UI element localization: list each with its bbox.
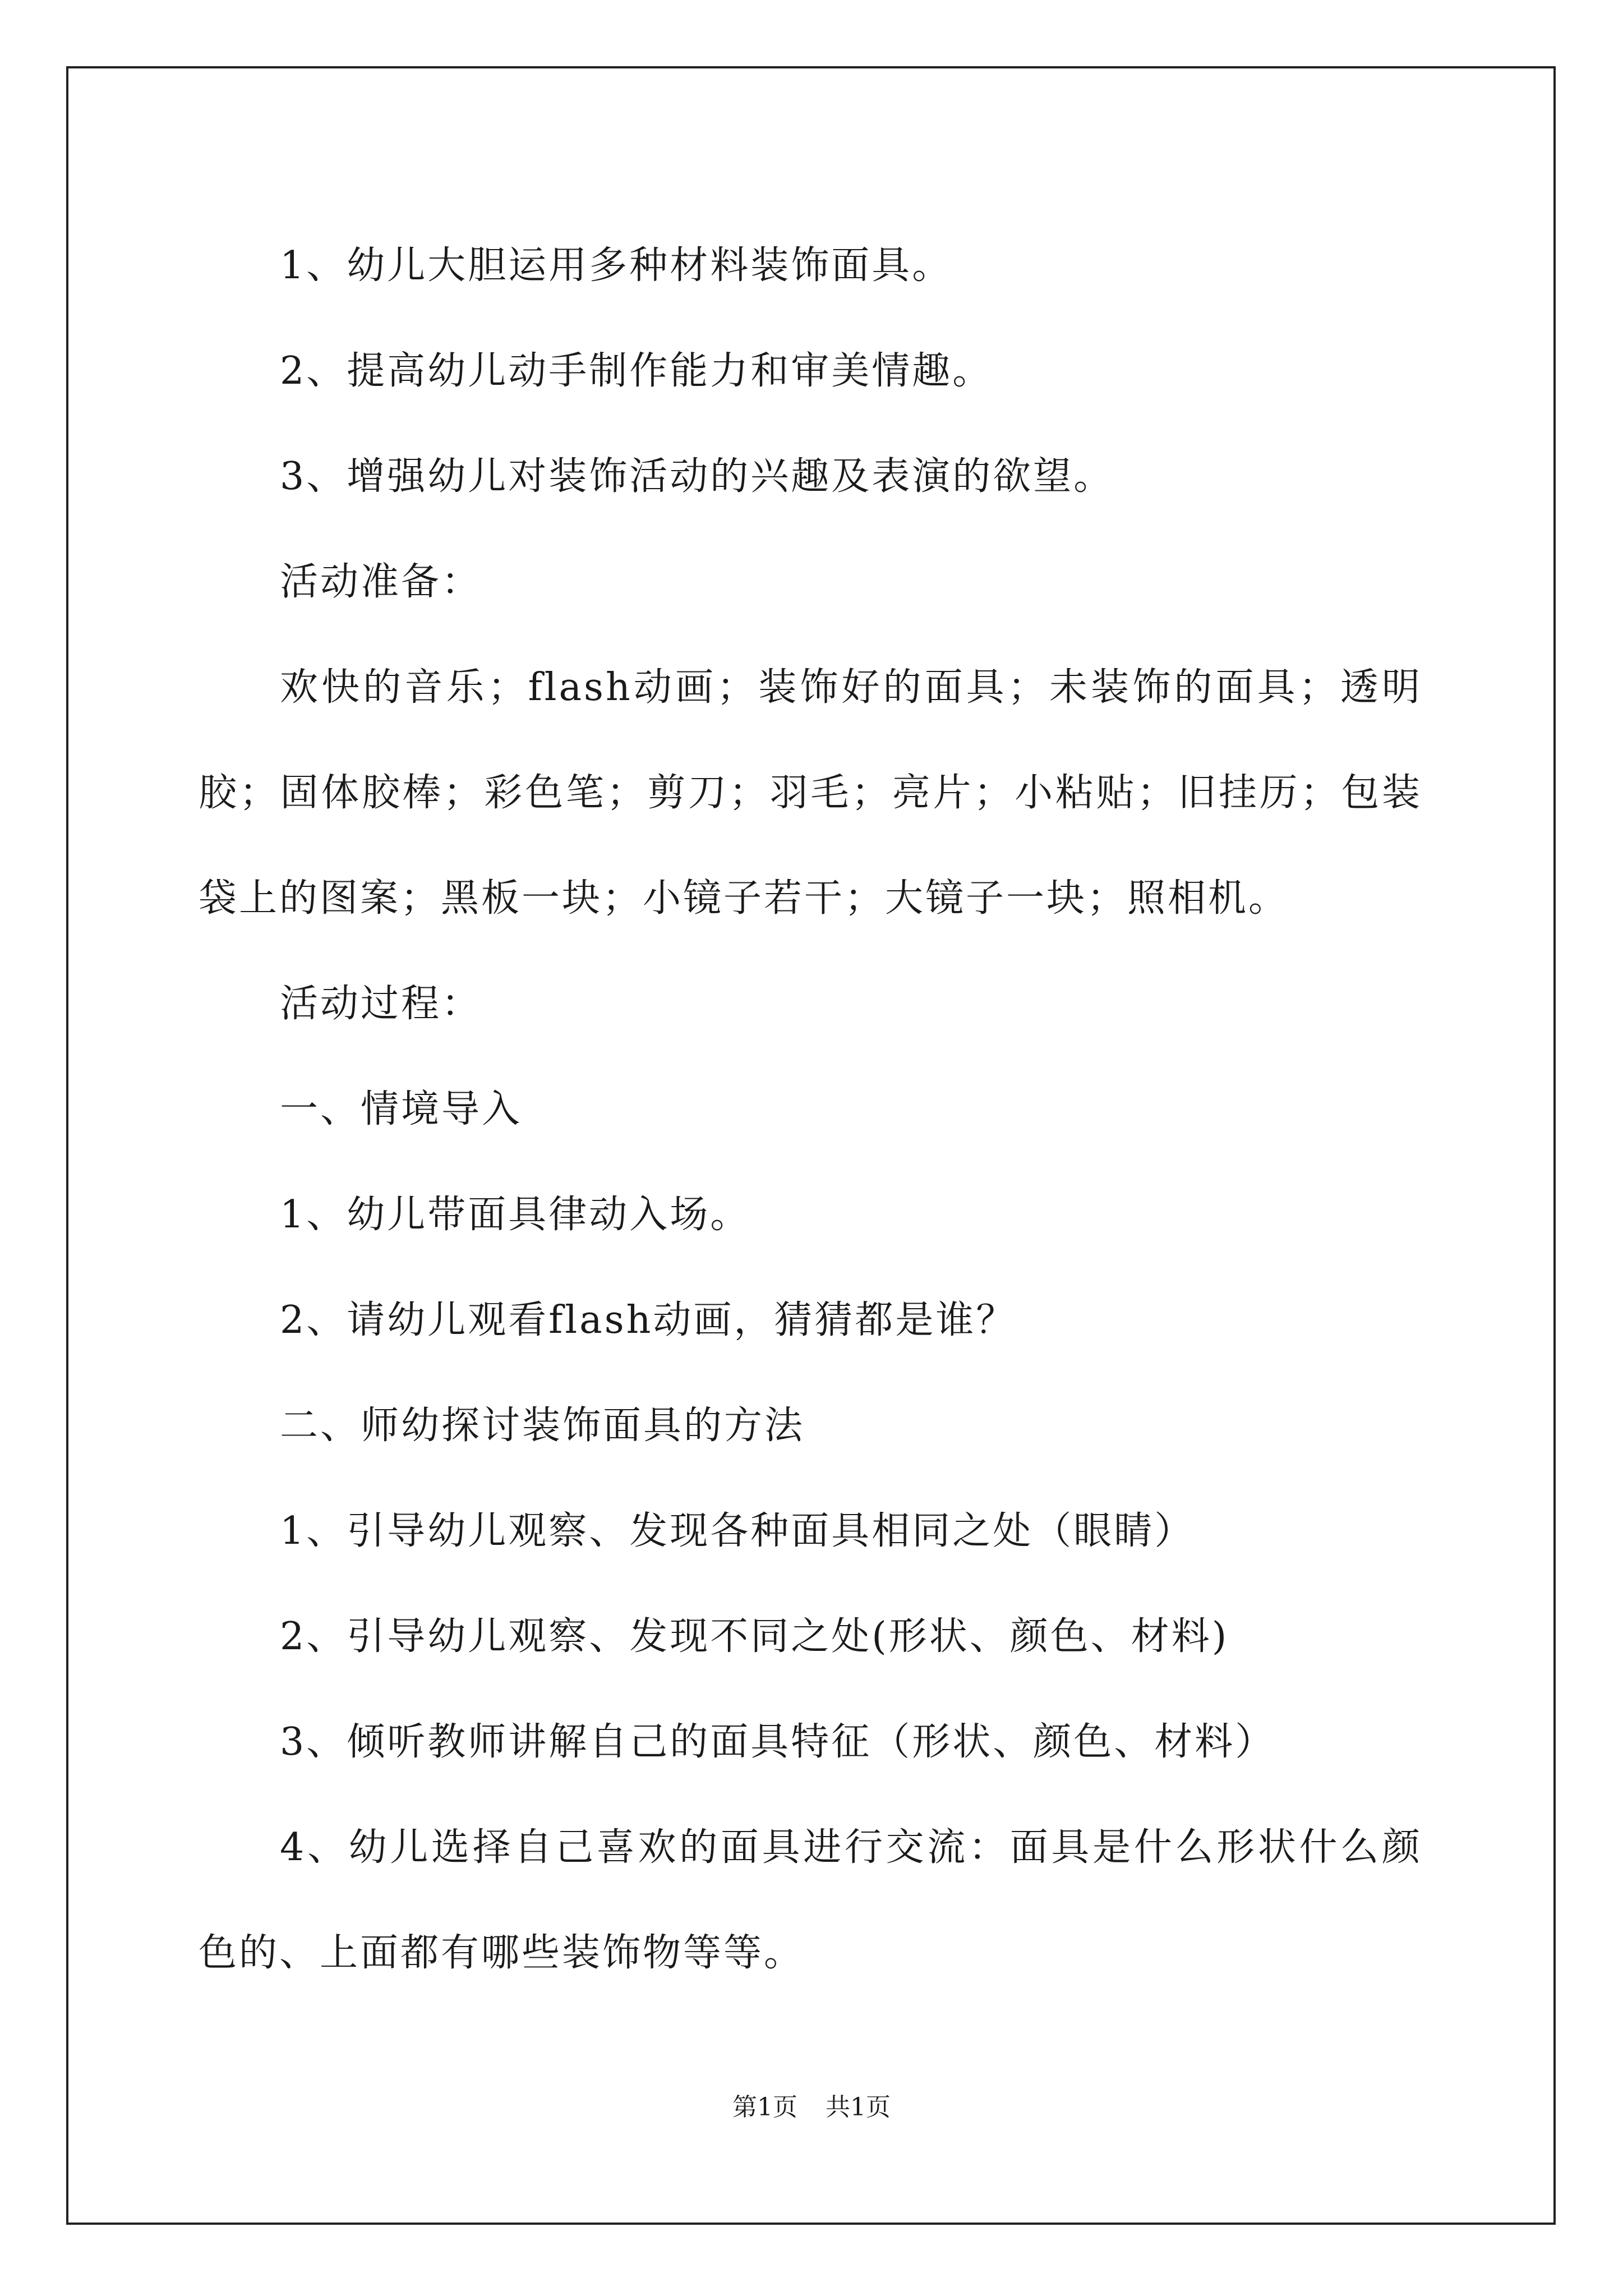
heading-preparation: 活动准备：: [280, 560, 482, 604]
paragraph-step-2-3: 3、倾听教师讲解自己的面具特征（形状、颜色、材料）: [280, 1720, 1276, 1764]
heading-process: 活动过程：: [280, 982, 482, 1026]
paragraph-step-2-1: 1、引导幼儿观察、发现各种面具相同之处（眼睛）: [280, 1509, 1195, 1553]
paragraph-step-1-2: 2、请幼儿观看flash动画，猜猜都是谁？: [280, 1298, 1017, 1342]
paragraph-step-2-4: 4、幼儿选择自己喜欢的面具进行交流：面具是什么形状什么颜色的、上面都有哪些装饰物等等。: [199, 1825, 1422, 1975]
heading-section-1: 一、情境导入: [280, 1087, 523, 1131]
page-footer: [0, 2087, 1623, 2123]
paragraph-goal-2: 2、提高幼儿动手制作能力和审美情趣。: [280, 349, 993, 393]
page-total: 共1页: [826, 2093, 891, 2122]
paragraph-step-1-1: 1、幼儿带面具律动入场。: [280, 1193, 751, 1237]
paragraph-goal-3: 3、增强幼儿对装饰活动的兴趣及表演的欲望。: [280, 454, 1114, 499]
paragraph-materials: 欢快的音乐；flash动画；装饰好的面具；未装饰的面具；透明胶；固体胶棒；彩色笔；剪刀；羽毛；亮片；小粘贴；旧挂历；包装袋上的图案；黑板一块；小镜子若干；大镜子一块；照相机。: [199, 665, 1422, 921]
paragraph-step-2-2: 2、引导幼儿观察、发现不同之处(形状、颜色、材料): [280, 1614, 1229, 1659]
document-body: [199, 213, 1422, 2006]
paragraph-goal-1: 1、幼儿大胆运用多种材料装饰面具。: [280, 243, 953, 288]
heading-section-2: 二、师幼探讨装饰面具的方法: [280, 1404, 805, 1448]
page-number: 第1页: [732, 2093, 797, 2122]
